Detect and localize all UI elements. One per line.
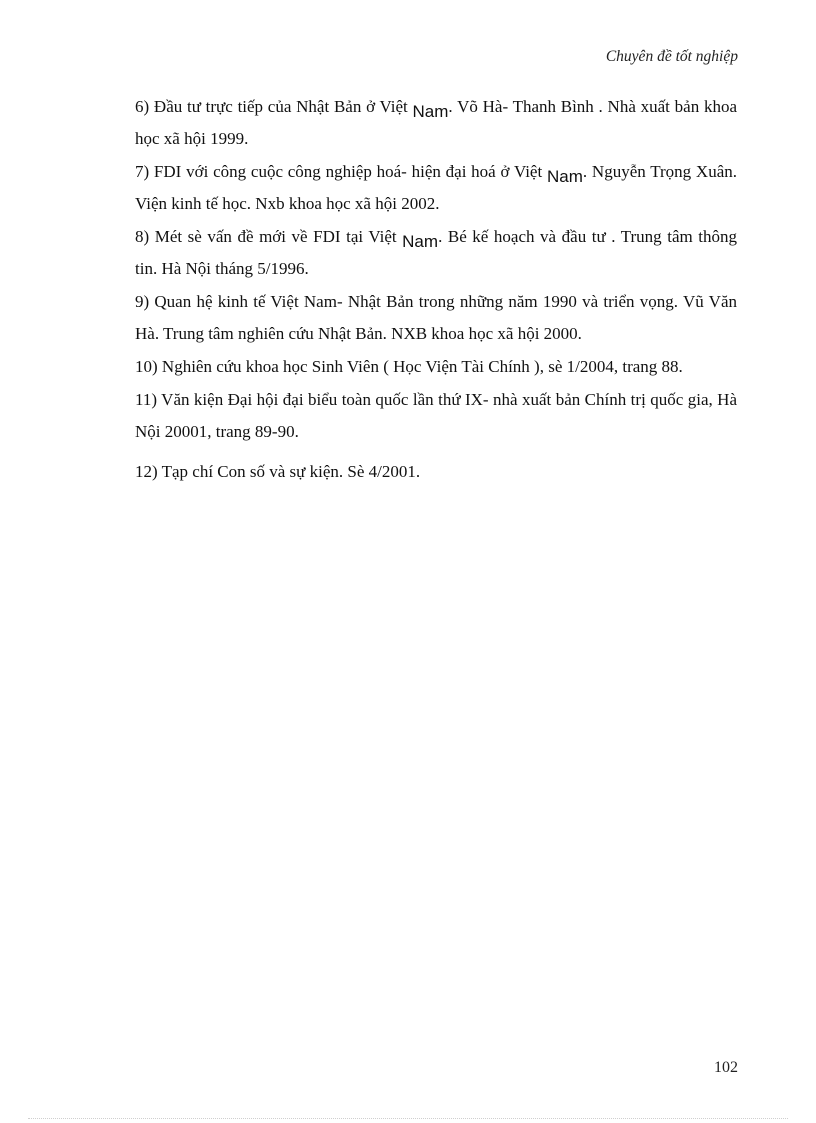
reference-item-6 [135, 91, 737, 155]
reference-text: . Võ Hà- Thanh Bình . Nhà xuất bản khoa học xã hội 1999. [135, 97, 737, 148]
reference-list [135, 91, 737, 488]
reference-text: . Nguyễn Trọng Xuân. Viện kinh tế học. Nxb khoa học xã hội 2002. [135, 162, 737, 213]
reference-text: 7) FDI với công cuộc công nghiệp hoá- hiện đại hoá ở Việt [135, 162, 547, 181]
page-bottom-divider [28, 1118, 788, 1119]
reference-item-9: 9) Quan hệ kinh tế Việt Nam- Nhật Bản trong những năm 1990 và triển vọng. Vũ Văn Hà. Trung tâm nghiên cứu Nhật Bản. NXB khoa học xã hội 2000. [135, 292, 737, 343]
reference-country-word: Nam [546, 167, 583, 186]
page-number: 102 [714, 1059, 738, 1076]
reference-item-10: 10) Nghiên cứu khoa học Sinh Viên ( Học Viện Tài Chính ), sè 1/2004, trang 88. [135, 357, 683, 376]
reference-text: 6) Đầu tư trực tiếp của Nhật Bản ở Việt [135, 97, 413, 116]
running-header: Chuyên đề tốt nghiệp [605, 48, 738, 65]
reference-text: 8) Mét sè vấn đề mới về FDI tại Việt [135, 227, 403, 246]
reference-country-word: Nam [402, 232, 439, 251]
reference-item-11: 11) Văn kiện Đại hội đại biểu toàn quốc lần thứ IX- nhà xuất bản Chính trị quốc gia, Hà Nội 20001, trang 89-90. [135, 390, 737, 441]
reference-item-7 [135, 156, 737, 220]
reference-text: . Bé kế hoạch và đầu tư . Trung tâm thông tin. Hà Nội tháng 5/1996. [135, 227, 738, 278]
reference-country-word: Nam [412, 102, 449, 121]
reference-item-8 [135, 221, 737, 285]
reference-item-12: 12) Tạp chí Con số và sự kiện. Sè 4/2001. [135, 462, 421, 481]
